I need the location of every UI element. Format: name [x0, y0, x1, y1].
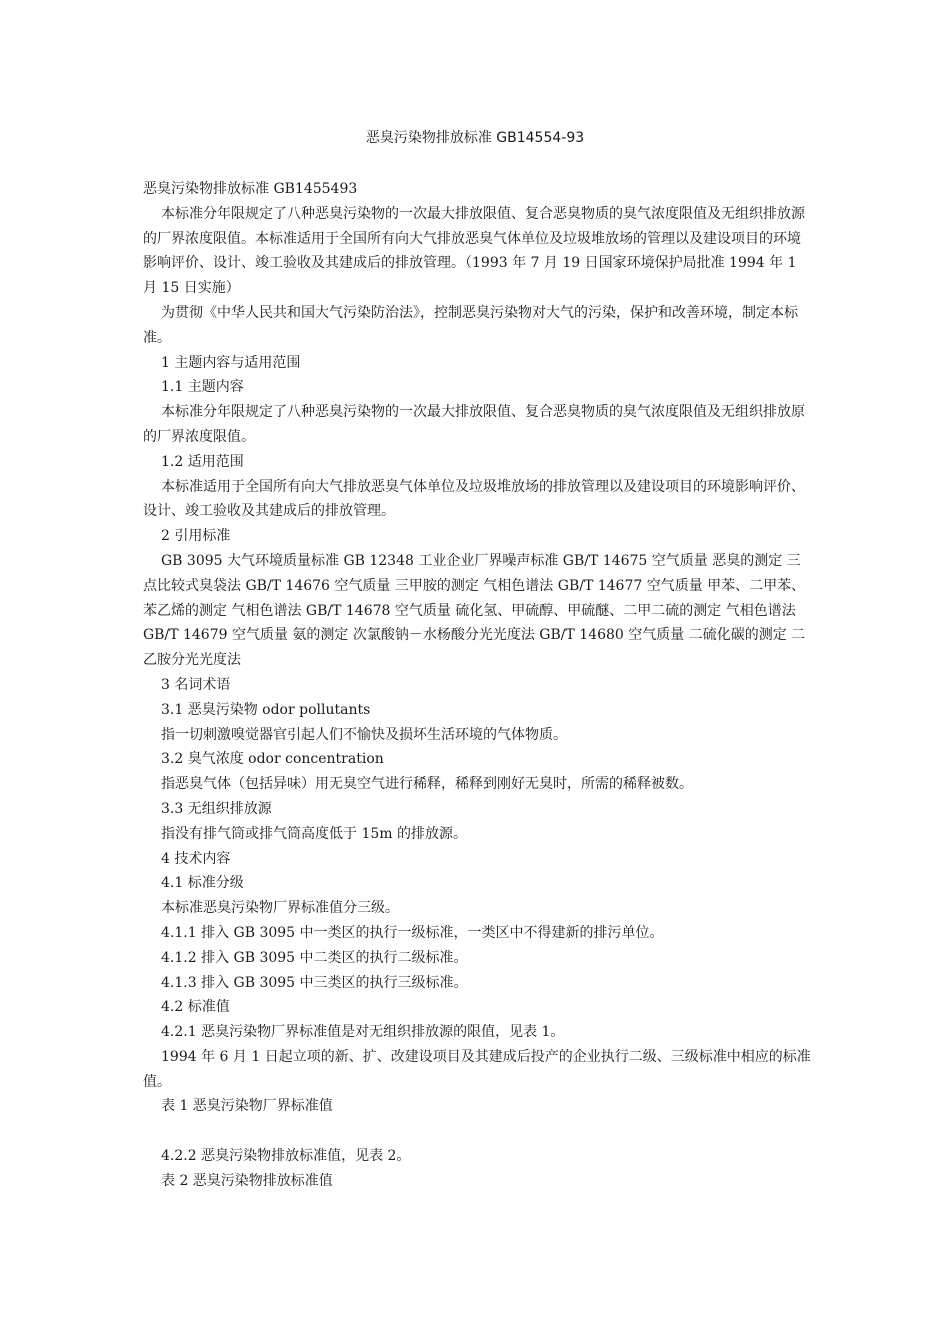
paragraph: 本标准恶臭污染物厂界标准值分三级。: [161, 900, 399, 917]
paragraph: 3 名词术语: [161, 676, 231, 693]
paragraph: 4.2 标准值: [161, 999, 230, 1016]
paragraph: 表 1 恶臭污染物厂界标准值: [161, 1098, 333, 1115]
paragraph: 恶臭污染物排放标准 GB1455493: [143, 181, 358, 197]
paragraph: 1.1 主题内容: [161, 379, 244, 396]
paragraph: 本标准分年限规定了八种恶臭污染物的一次最大排放限值、复合恶臭物质的臭气浓度限值及无组织排放原的厂界浓度限值。: [143, 404, 805, 445]
paragraph: 1.2 适用范围: [161, 453, 244, 470]
paragraph: 4 技术内容: [161, 850, 231, 867]
paragraph: 指一切刺激嗅觉器官引起人们不愉快及损坏生活环境的气体物质。: [161, 726, 567, 743]
paragraph: 1994 年 6 月 1 日起立项的新、扩、改建设项目及其建成后投产的企业执行二级、三级标准中相应的标准值。: [143, 1048, 811, 1090]
paragraph: 本标准分年限规定了八种恶臭污染物的一次最大排放限值、复合恶臭物质的臭气浓度限值及无组织排放源的厂界浓度限值。本标准适用于全国所有向大气排放恶臭气体单位及垃圾堆放场的管理以及建设项目的环境影响评价、设计、竣工验收及其建成后的排放管理。（1993 年 7 月 19 日国家环境保护局批准 1994 年 1 月 15 日实施）: [143, 205, 805, 297]
paragraph: 3.2 臭气浓度 odor concentration: [161, 751, 384, 768]
document-title: 恶臭污染物排放标准 GB14554-93: [365, 130, 585, 146]
paragraph: 2 引用标准: [161, 528, 231, 545]
paragraph: GB 3095 大气环境质量标准 GB 12348 工业企业厂界噪声标准 GB/T 14675 空气质量 恶臭的测定 三点比较式臭袋法 GB/T 14676 空气质量 三甲胺的测定 气相色谱法 GB/T 14677 空气质量 甲苯、二甲苯、苯乙烯的测定 气相色谱法 GB/T 14678 空气质量 硫化氢、甲硫醇、甲硫醚、二甲二硫的测定 气相色谱法 GB/T 14679 空气质量 氨的测定 次氯酸钠－水杨酸分光光度法 GB/T 14680 空气质量 二硫化碳的测定 二乙胺分光光度法: [143, 552, 806, 669]
paragraph: [143, 1119, 813, 1144]
paragraph: 表 2 恶臭污染物排放标准值: [161, 1172, 333, 1189]
paragraph: 本标准适用于全国所有向大气排放恶臭气体单位及垃圾堆放场的排放管理以及建设项目的环境影响评价、设计、竣工验收及其建成后的排放管理。: [143, 478, 805, 520]
paragraph: 指没有排气筒或排气筒高度低于 15m 的排放源。: [161, 825, 467, 842]
document-body: [143, 177, 813, 1194]
paragraph: 4.1.1 排入 GB 3095 中一类区的执行一级标准，一类区中不得建新的排污单位。: [161, 924, 664, 941]
paragraph: 4.2.2 恶臭污染物排放标准值，见表 2。: [161, 1148, 411, 1165]
paragraph: 指恶臭气体（包括异味）用无臭空气进行稀释，稀释到刚好无臭时，所需的稀释被数。: [161, 776, 693, 793]
paragraph: 3.3 无组织排放源: [161, 800, 272, 817]
paragraph: 3.1 恶臭污染物 odor pollutants: [161, 701, 371, 718]
paragraph: 4.2.1 恶臭污染物厂界标准值是对无组织排放源的限值，见表 1。: [161, 1024, 565, 1041]
paragraph: 1 主题内容与适用范围: [161, 354, 301, 371]
paragraph: 为贯彻《中华人民共和国大气污染防治法》，控制恶臭污染物对大气的污染，保护和改善环境，制定本标准。: [143, 304, 798, 346]
paragraph: 4.1 标准分级: [161, 875, 244, 892]
paragraph: 4.1.3 排入 GB 3095 中三类区的执行三级标准。: [161, 974, 468, 991]
paragraph: 4.1.2 排入 GB 3095 中二类区的执行二级标准。: [161, 949, 468, 966]
